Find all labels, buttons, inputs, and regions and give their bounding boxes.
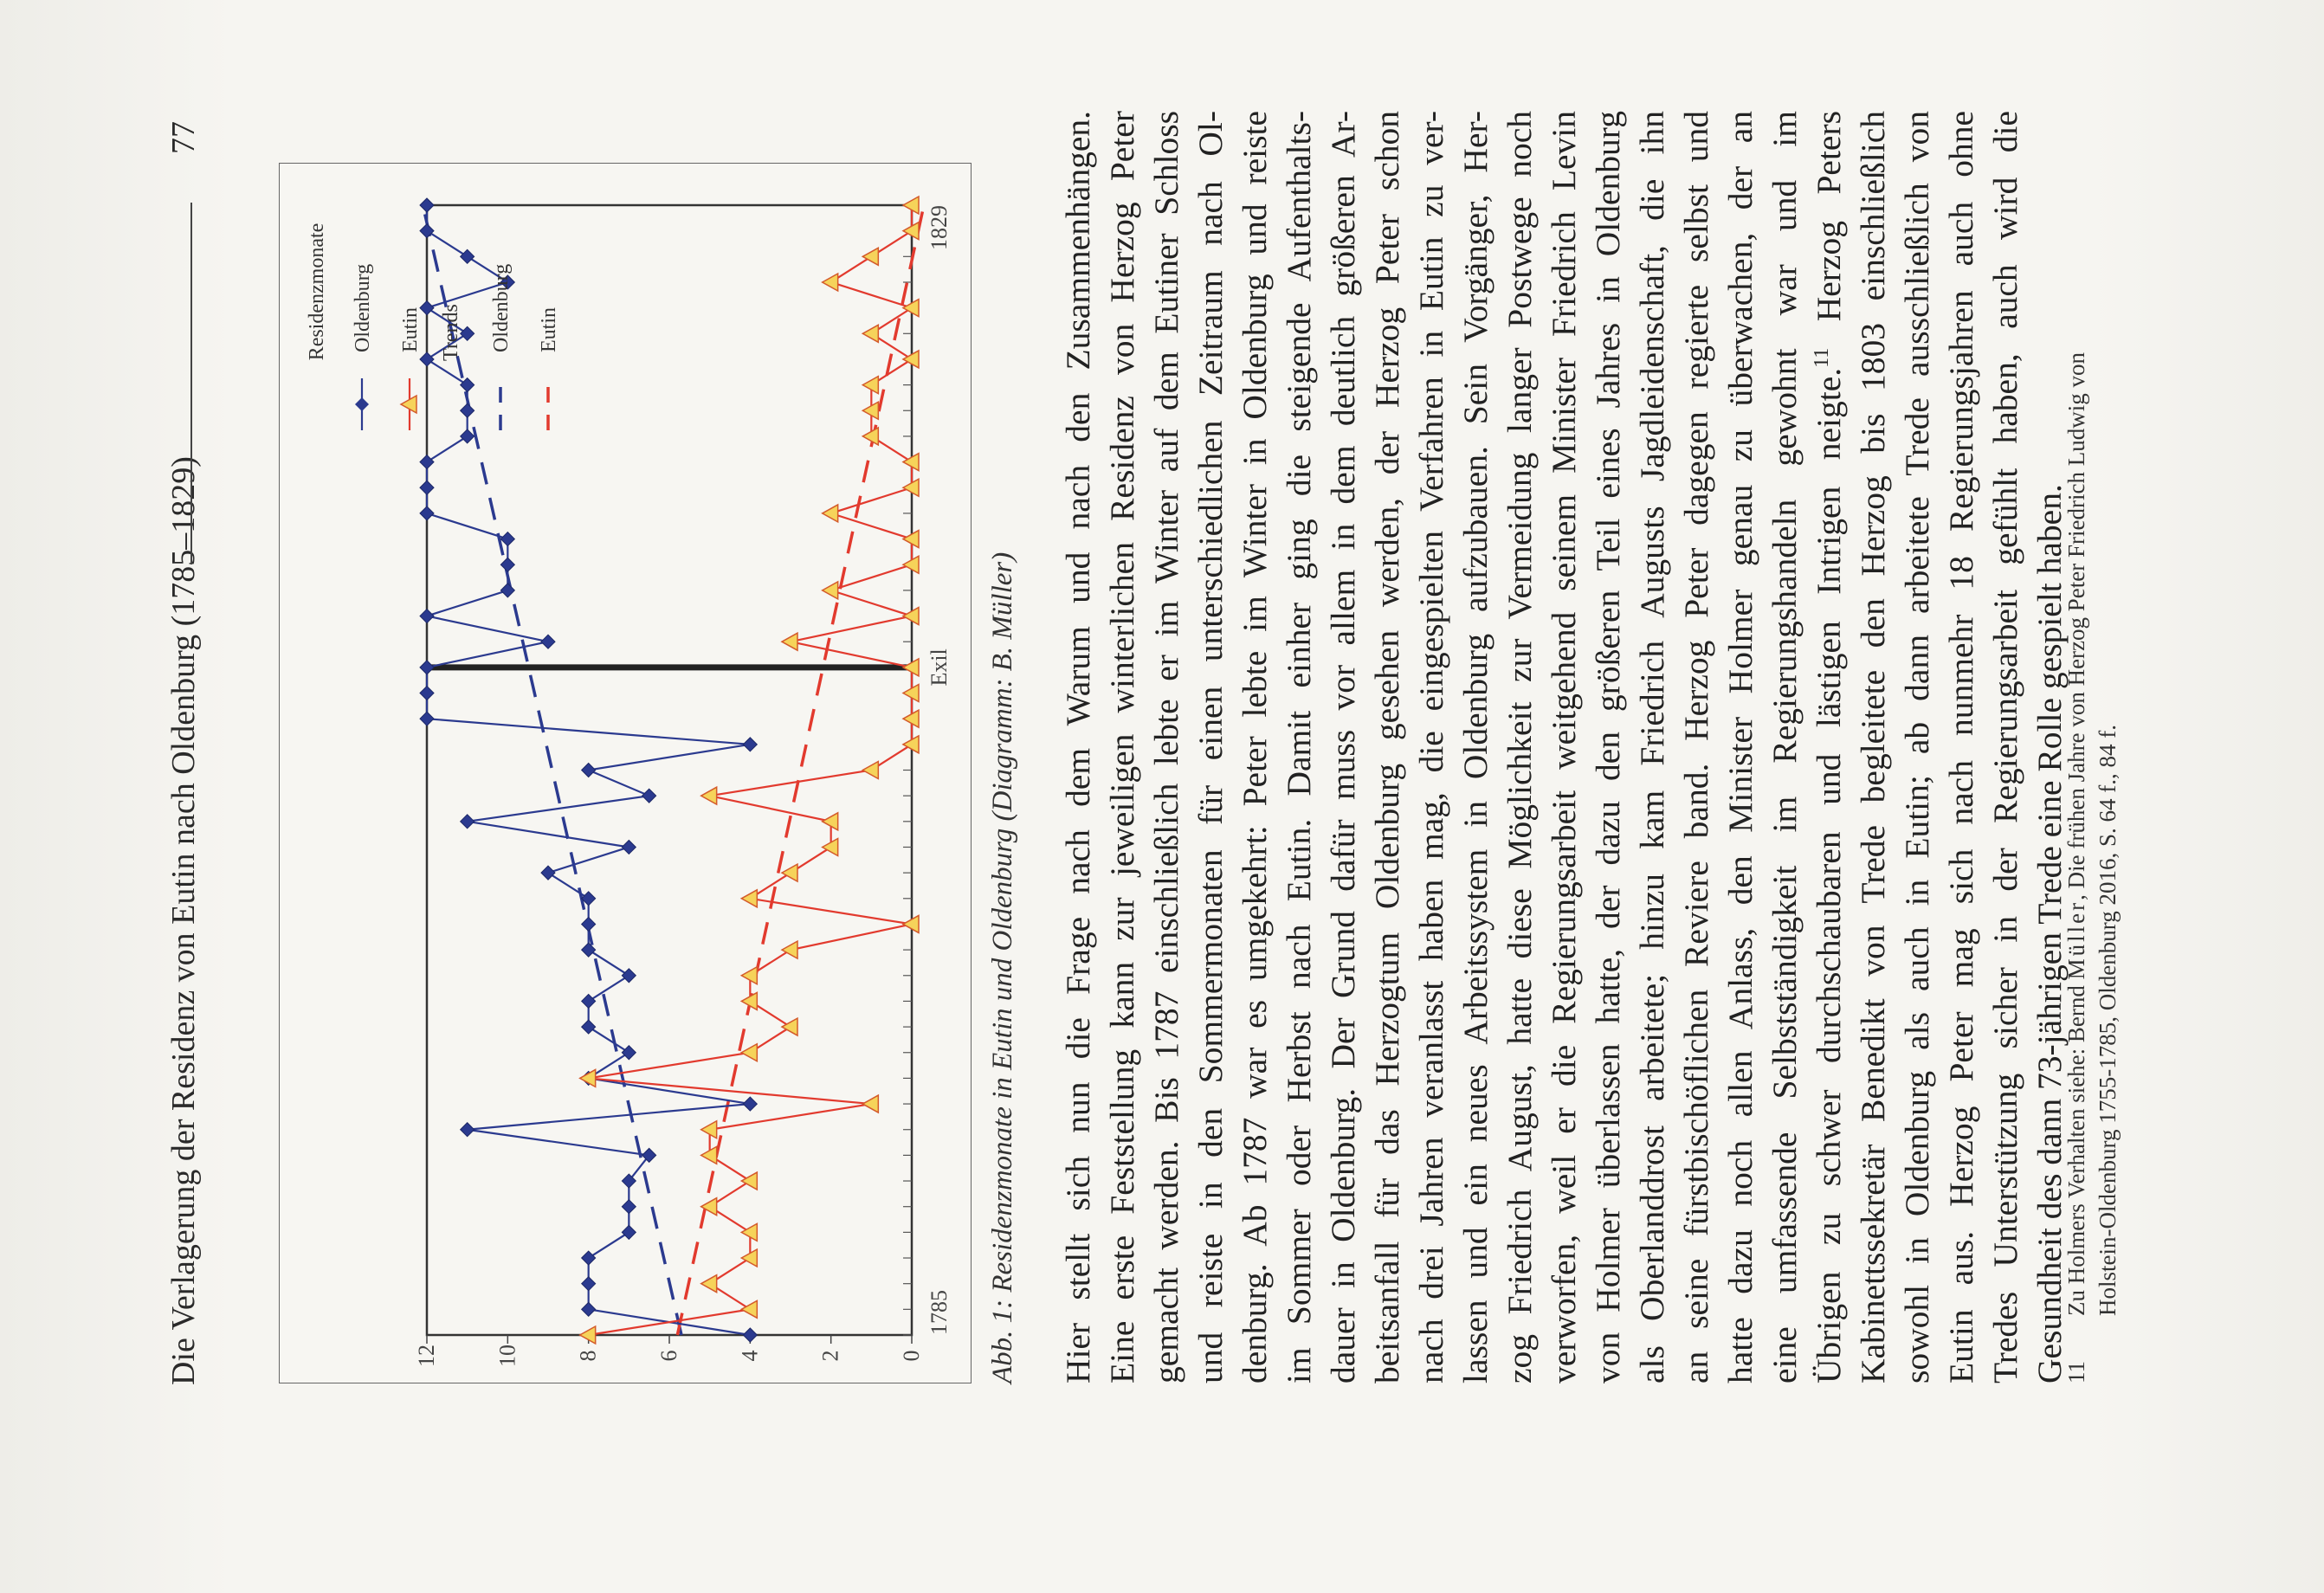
footnote-number: 11 bbox=[2063, 1361, 2089, 1383]
body-line: Kabinettssekretär Benedikt von Trede begleitete den Herzog bis 1803 einschließlich bbox=[1854, 111, 1892, 1383]
legend-swatch-marker bbox=[355, 397, 369, 411]
oldenburg-point bbox=[420, 480, 434, 494]
page-number: 77 bbox=[165, 121, 202, 154]
body-line: zog Friedrich August, hatte diese Möglichkeit zur Vermeidung langer Postwege noch bbox=[1501, 111, 1539, 1383]
eutin-point bbox=[823, 274, 838, 291]
eutin-point bbox=[741, 1172, 757, 1190]
oldenburg-point bbox=[461, 1123, 474, 1137]
eutin-point bbox=[782, 941, 797, 958]
oldenburg-point bbox=[420, 224, 434, 238]
eutin-point bbox=[701, 787, 717, 804]
footnote-author: Müller bbox=[2063, 900, 2089, 980]
oldenburg-point bbox=[622, 840, 636, 854]
eutin-point bbox=[580, 1326, 596, 1344]
oldenburg-point bbox=[622, 1046, 636, 1060]
y-tick-label: 10 bbox=[494, 1345, 520, 1367]
y-tick-label: 12 bbox=[414, 1345, 439, 1367]
legend-entry: Eutin bbox=[538, 307, 560, 352]
eutin-point bbox=[862, 762, 878, 779]
oldenburg-point bbox=[420, 301, 434, 315]
oldenburg-point bbox=[582, 1302, 596, 1316]
y-tick-label: 8 bbox=[575, 1350, 601, 1362]
oldenburg-point bbox=[420, 687, 434, 700]
y-tick-label: 2 bbox=[817, 1350, 843, 1362]
footnote-reference[interactable]: 11 bbox=[1810, 347, 1833, 368]
eutin-point bbox=[862, 248, 878, 265]
body-line: lassen und ein neues Arbeitssystem in Oldenburg aufzubauen. Sein Vorgänger, Her- bbox=[1456, 111, 1494, 1383]
oldenburg-point bbox=[582, 917, 596, 931]
eutin-point bbox=[741, 1044, 757, 1061]
eutin-point bbox=[782, 633, 797, 650]
body-line: verworfen, weil er die Regierungsarbeit weitgehend seinem Minister Friedrich Levin bbox=[1545, 111, 1583, 1383]
body-line: eine umfassende Selbstständigkeit im Regierungshandeln gewohnt war und im bbox=[1766, 111, 1804, 1383]
x-tick-label: 1829 bbox=[926, 205, 952, 250]
footnote-line: Holstein-Oldenburg 1755-1785, Oldenburg 2016, S. 64 f., 84 f. bbox=[2095, 725, 2121, 1316]
eutin-point bbox=[862, 325, 878, 342]
oldenburg-point bbox=[642, 789, 656, 803]
y-tick-label: 4 bbox=[737, 1350, 763, 1362]
footnote-prefix: Zu Holmers Verhalten siehe: Bernd bbox=[2063, 979, 2089, 1316]
eutin-point bbox=[862, 1095, 878, 1113]
legend-entry: Oldenburg bbox=[490, 263, 513, 352]
oldenburg-point bbox=[582, 764, 596, 777]
body-line: gemacht werden. Bis 1787 einschließlich lebte er im Winter auf dem Eutiner Schloss bbox=[1147, 111, 1185, 1383]
body-line: Eine erste Feststellung kann zur jeweiligen winterlichen Residenz von Herzog Peter bbox=[1103, 111, 1141, 1383]
oldenburg-point bbox=[743, 1328, 757, 1342]
body-text bbox=[1056, 111, 2072, 1383]
running-head-title: Die Verlagerung der Residenz von Eutin nach Oldenburg (1785–1829) bbox=[165, 456, 202, 1385]
body-line: und reiste in den Sommermonaten für einen unterschiedlichen Zeitraum nach Ol- bbox=[1191, 111, 1230, 1383]
oldenburg-point bbox=[622, 1200, 636, 1214]
oldenburg-point bbox=[461, 378, 474, 392]
figure-caption: Abb. 1: Residenzmonate in Eutin und Oldenburg (Diagramm: B. Müller) bbox=[987, 551, 1018, 1383]
legend-heading: Residenzmonate bbox=[306, 223, 328, 361]
body-line: von Holmer überlassen hatte, der dazu den größeren Teil eines Jahres in Oldenburg bbox=[1589, 111, 1627, 1383]
oldenburg-point bbox=[420, 609, 434, 623]
legend-entry: Eutin bbox=[399, 307, 422, 352]
x-tick-label-exil: Exil bbox=[926, 648, 952, 687]
oldenburg-point bbox=[500, 584, 514, 597]
oldenburg-point bbox=[500, 532, 514, 546]
running-head-rule bbox=[190, 203, 192, 564]
plot-area-border bbox=[427, 205, 912, 1335]
oldenburg-point bbox=[743, 738, 757, 751]
legend-trend-heading: Trends bbox=[440, 304, 462, 361]
footnote-text bbox=[2061, 113, 2123, 1316]
chart-figure bbox=[279, 163, 972, 1383]
chart-svg bbox=[280, 162, 972, 1383]
oldenburg-point bbox=[461, 815, 474, 829]
oldenburg-point bbox=[582, 1020, 596, 1034]
body-line-with-footnote bbox=[1807, 111, 1851, 1383]
body-line-tail: Herzog Peters bbox=[1810, 111, 1848, 348]
body-line: Tredes Unterstützung sicher in der Regierungsarbeit gefühlt haben, auch wird die bbox=[1986, 111, 2024, 1383]
body-line: nach drei Jahren veranlasst haben mag, die eingespielten Verfahren in Eutin zu ver- bbox=[1412, 111, 1450, 1383]
oldenburg-point bbox=[582, 1251, 596, 1265]
footnote-line bbox=[2061, 113, 2092, 1316]
eutin-point bbox=[782, 864, 797, 881]
body-line: im Sommer oder Herbst nach Eutin. Damit einher ging die steigende Aufenthalts- bbox=[1280, 111, 1318, 1383]
eutin-point bbox=[782, 1018, 797, 1035]
y-tick-label: 0 bbox=[899, 1350, 924, 1362]
running-head bbox=[165, 121, 216, 1385]
oldenburg-point bbox=[500, 558, 514, 571]
eutin-point bbox=[701, 1275, 717, 1293]
oldenburg-point bbox=[582, 1277, 596, 1291]
oldenburg-point bbox=[622, 1225, 636, 1239]
body-line: Hier stellt sich nun die Frage nach dem Warum und nach den Zusammenhängen. bbox=[1059, 111, 1097, 1383]
oldenburg-point bbox=[541, 866, 555, 880]
x-tick-label: 1785 bbox=[926, 1290, 952, 1335]
body-line: denburg. Ab 1787 war es umgekehrt: Peter lebte im Winter in Oldenburg und reiste bbox=[1236, 111, 1274, 1383]
body-line: hatte dazu noch allen Anlass, den Minister Holmer genau zu überwachen, der an bbox=[1721, 111, 1759, 1383]
oldenburg-point bbox=[420, 352, 434, 366]
legend-entry: Oldenburg bbox=[352, 263, 374, 352]
oldenburg-point bbox=[461, 403, 474, 417]
body-line: Gesundheit des dann 73-jährigen Trede eine Rolle gespielt haben. bbox=[2030, 484, 2069, 1383]
eutin-point bbox=[823, 505, 838, 522]
eutin-point bbox=[741, 890, 757, 907]
oldenburg-point bbox=[622, 969, 636, 983]
oldenburg-point bbox=[582, 994, 596, 1008]
body-line-text: Übrigen zu schwer durchschaubaren und lästigen Intrigen neigte. bbox=[1810, 367, 1848, 1383]
body-line: Eutin aus. Herzog Peter mag sich nach nunmehr 18 Regierungsjahren auch ohne bbox=[1942, 111, 1980, 1383]
oldenburg-point bbox=[420, 506, 434, 520]
oldenburg-point bbox=[582, 943, 596, 957]
body-line: als Oberlanddrost arbeitete; hinzu kam Friedrich Augusts Jagdleidenschaft, die ihn bbox=[1633, 111, 1671, 1383]
oldenburg-point bbox=[461, 249, 474, 263]
oldenburg-point bbox=[743, 1097, 757, 1111]
oldenburg-point bbox=[420, 712, 434, 726]
body-line: dauer in Oldenburg. Der Grund dafür muss vor allem in dem deutlich größeren Ar- bbox=[1324, 111, 1362, 1383]
eutin-point bbox=[741, 1300, 757, 1318]
trend-line-trend-oldenburg bbox=[423, 205, 681, 1335]
y-tick-label: 6 bbox=[656, 1350, 681, 1362]
oldenburg-point bbox=[461, 326, 474, 340]
body-line: beitsanfall für das Herzogtum Oldenburg gesehen werden, der Herzog Peter schon bbox=[1368, 111, 1406, 1383]
footnote-rest: , Die frühen Jahre von Herzog Peter Friedrich Ludwig von bbox=[2063, 352, 2089, 900]
body-line: sowohl in Oldenburg als auch in Eutin; ab dann arbeitete Trede ausschließlich von bbox=[1898, 111, 1936, 1383]
oldenburg-point bbox=[541, 635, 555, 648]
oldenburg-point bbox=[420, 455, 434, 469]
body-line: an seine fürstbischöflichen Reviere band. Herzog Peter dagegen regierte selbst und bbox=[1677, 111, 1715, 1383]
oldenburg-point bbox=[461, 429, 474, 443]
oldenburg-point bbox=[420, 198, 434, 212]
eutin-point bbox=[823, 582, 838, 599]
oldenburg-point bbox=[420, 661, 434, 674]
